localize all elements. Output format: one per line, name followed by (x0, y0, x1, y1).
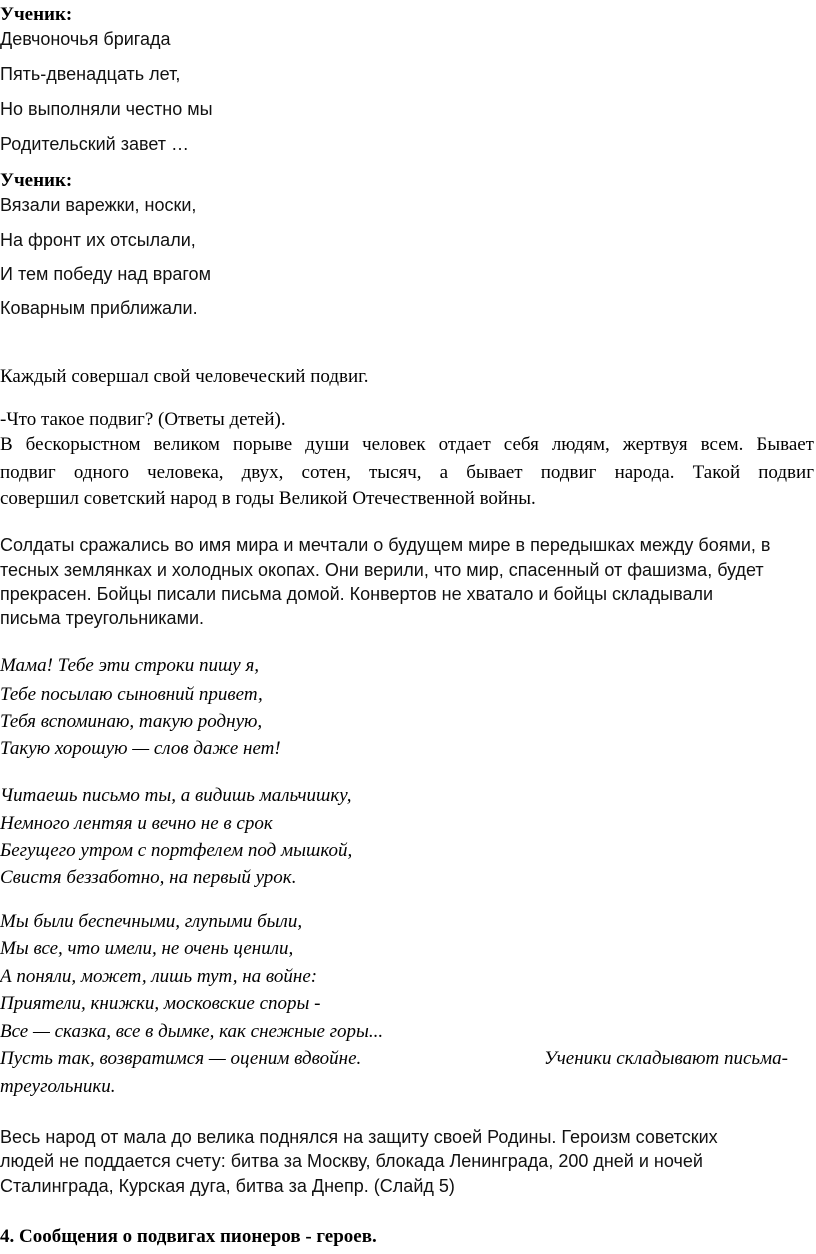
letter-verse-line: Мама! Тебе эти строки пишу я, (0, 655, 260, 676)
letter-verse-line: Все — сказка, все в дымке, как снежные горы... (0, 1021, 384, 1042)
letter-verse-line: Свистя беззаботно, на первый урок. (0, 867, 297, 888)
letter-verse-line: Тебя вспоминаю, такую родную, (0, 711, 263, 732)
paragraph-line: Солдаты сражались во имя мира и мечтали о будущем мире в передышках между боями, в (0, 535, 771, 555)
poem-line: И тем победу над врагом (0, 264, 211, 284)
speaker-label: Ученик: (0, 170, 73, 191)
poem-line: Коварным приближали. (0, 298, 198, 318)
speaker-label: Ученик: (0, 4, 73, 25)
letter-verse-line: Тебе посылаю сыновний привет, (0, 684, 263, 705)
letter-verse-line: Такую хорошую — слов даже нет! (0, 738, 281, 759)
paragraph-line: Сталинграда, Курская дуга, битва за Днепр. (Слайд 5) (0, 1176, 455, 1196)
poem-line: Родительский завет … (0, 134, 189, 154)
paragraph-line: тесных землянках и холодных окопах. Они верили, что мир, спасенный от фашизма, будет (0, 560, 764, 580)
poem-line: Вязали варежки, носки, (0, 195, 197, 215)
paragraph-line: подвиг одного человека, двух, сотен, тысяч, а бывает подвиг народа. Такой подвиг (0, 462, 814, 483)
letter-verse-line: Мы все, что имели, не очень ценили, (0, 938, 294, 959)
letter-verse-line: Пусть так, возвратимся — оценим вдвойне. (0, 1048, 362, 1069)
letter-verse-line: Немного лентяя и вечно не в срок (0, 813, 273, 834)
paragraph-line: Весь народ от мала до велика поднялся на защиту своей Родины. Героизм советских (0, 1127, 718, 1147)
poem-line: Но выполняли честно мы (0, 99, 213, 119)
question-line: -Что такое подвиг? (Ответы детей). (0, 409, 286, 430)
poem-line: Пять-двенадцать лет, (0, 64, 181, 84)
letter-verse-line: А поняли, может, лишь тут, на войне: (0, 966, 318, 987)
poem-line: На фронт их отсылали, (0, 230, 196, 250)
paragraph-line: людей не поддается счету: битва за Москву, блокада Ленинграда, 200 дней и ночей (0, 1151, 703, 1171)
stage-direction: Ученики складывают письма- (543, 1048, 788, 1069)
paragraph-line: совершил советский народ в годы Великой Отечественной войны. (0, 488, 536, 509)
letter-verse-line: Мы были беспечными, глупыми были, (0, 911, 303, 932)
section-heading: 4. Сообщения о подвигах пионеров - героев. (0, 1226, 377, 1247)
paragraph-line: прекрасен. Бойцы писали письма домой. Конвертов не хватало и бойцы складывали (0, 584, 714, 604)
feat-sentence: Каждый совершал свой человеческий подвиг. (0, 366, 369, 387)
letter-verse-line: Читаешь письмо ты, а видишь мальчишку, (0, 785, 352, 806)
stage-direction-continued: треугольники. (0, 1076, 116, 1097)
letter-verse-line: Приятели, книжки, московские споры - (0, 993, 321, 1014)
paragraph-line: В бескорыстном великом порыве души человек отдает себя людям, жертвуя всем. Бывает (0, 434, 814, 455)
letter-verse-line: Бегущего утром с портфелем под мышкой, (0, 840, 353, 861)
poem-line: Девчоночья бригада (0, 29, 171, 49)
paragraph-line: письма треугольниками. (0, 608, 205, 628)
